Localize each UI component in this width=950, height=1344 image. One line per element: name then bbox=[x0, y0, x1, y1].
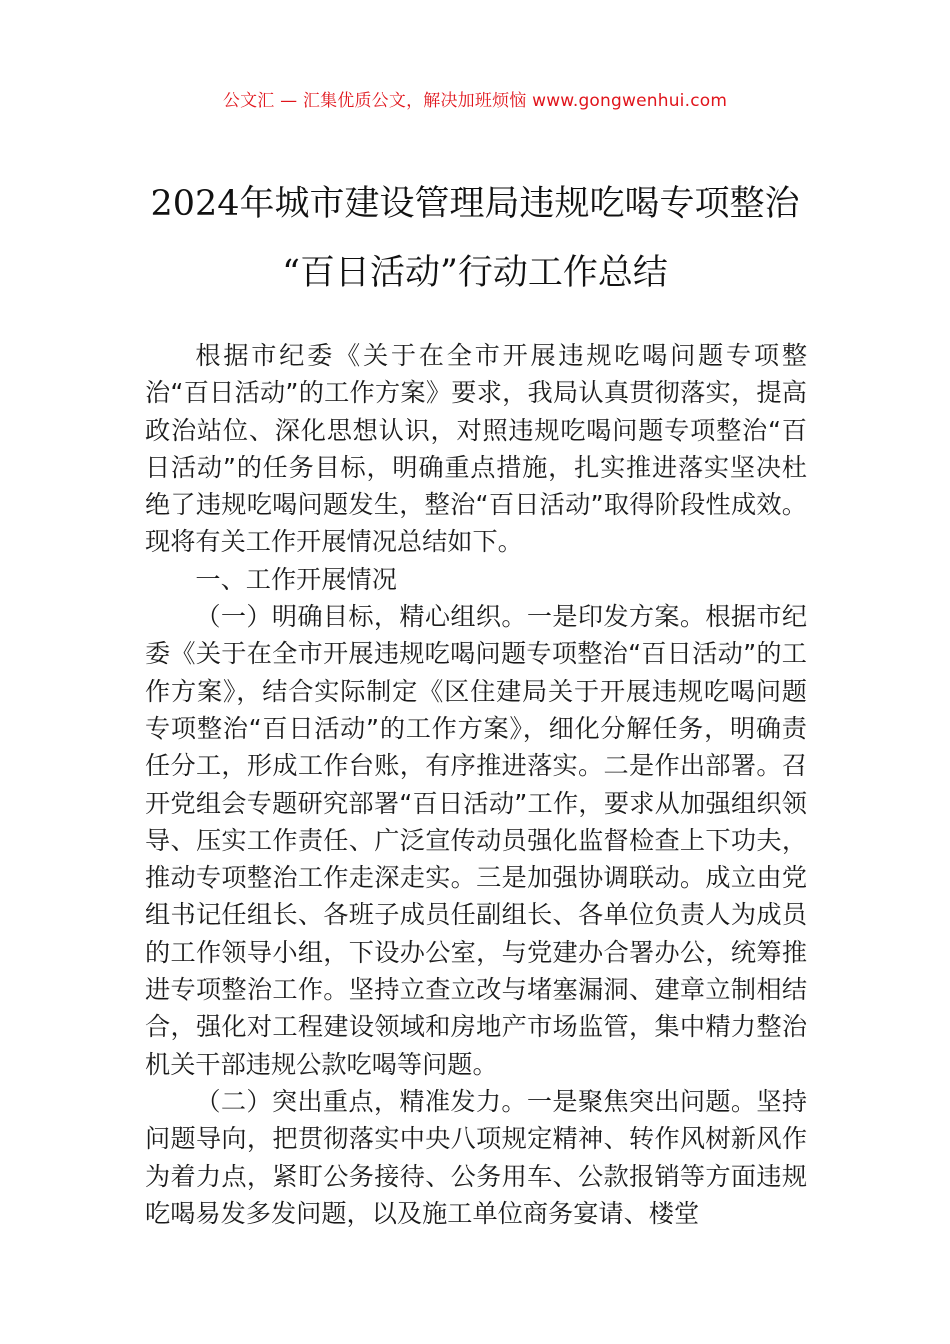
header-banner: 公文汇 — 汇集优质公文，解决加班烦恼 www.gongwenhui.com bbox=[222, 91, 728, 111]
paragraph-intro: 根据市纪委《关于在全市开展违规吃喝问题专项整治“百日活动”的工作方案》要求，我局认真贯彻落实，提高政治站位、深化思想认识，对照违规吃喝问题专项整治“百日活动”的任务目标，明确重点措施，扎实推进落实坚决杜绝了违规吃喝问题发生，整治“百日活动”取得阶段性成效。现将有关工作开展情况总结如下。 bbox=[145, 341, 807, 557]
section-heading: 一、工作开展情况 bbox=[195, 564, 397, 594]
paragraph-subsection-2: （二）突出重点，精准发力。一是聚焦突出问题。坚持问题导向，把贯彻落实中央八项规定精神、转作风树新风作为着力点，紧盯公务接待、公务用车、公款报销等方面违规吃喝易发多发问题，以及施工单位商务宴请、楼堂 bbox=[145, 1086, 807, 1228]
document-title-line-2: “百日活动”行动工作总结 bbox=[282, 253, 668, 293]
document-title-line-1: 2024年城市建设管理局违规吃喝专项整治 bbox=[150, 184, 800, 224]
document-body bbox=[145, 337, 807, 1232]
paragraph-subsection-1: （一）明确目标，精心组织。一是印发方案。根据市纪委《关于在全市开展违规吃喝问题专项整治“百日活动”的工作方案》，结合实际制定《区住建局关于开展违规吃喝问题专项整治“百日活动”的工作方案》，细化分解任务，明确责任分工，形成工作台账，有序推进落实。二是作出部署。召开党组会专题研究部署“百日活动”工作，要求从加强组织领导、压实工作责任、广泛宣传动员强化监督检查上下功夫，推动专项整治工作走深走实。三是加强协调联动。成立由党组书记任组长、各班子成员任副组长、各单位负责人为成员的工作领导小组，下设办公室，与党建办合署办公，统筹推进专项整治工作。坚持立查立改与堵塞漏洞、建章立制相结合，强化对工程建设领域和房地产市场监管，集中精力整治机关干部违规公款吃喝等问题。 bbox=[145, 602, 807, 1079]
